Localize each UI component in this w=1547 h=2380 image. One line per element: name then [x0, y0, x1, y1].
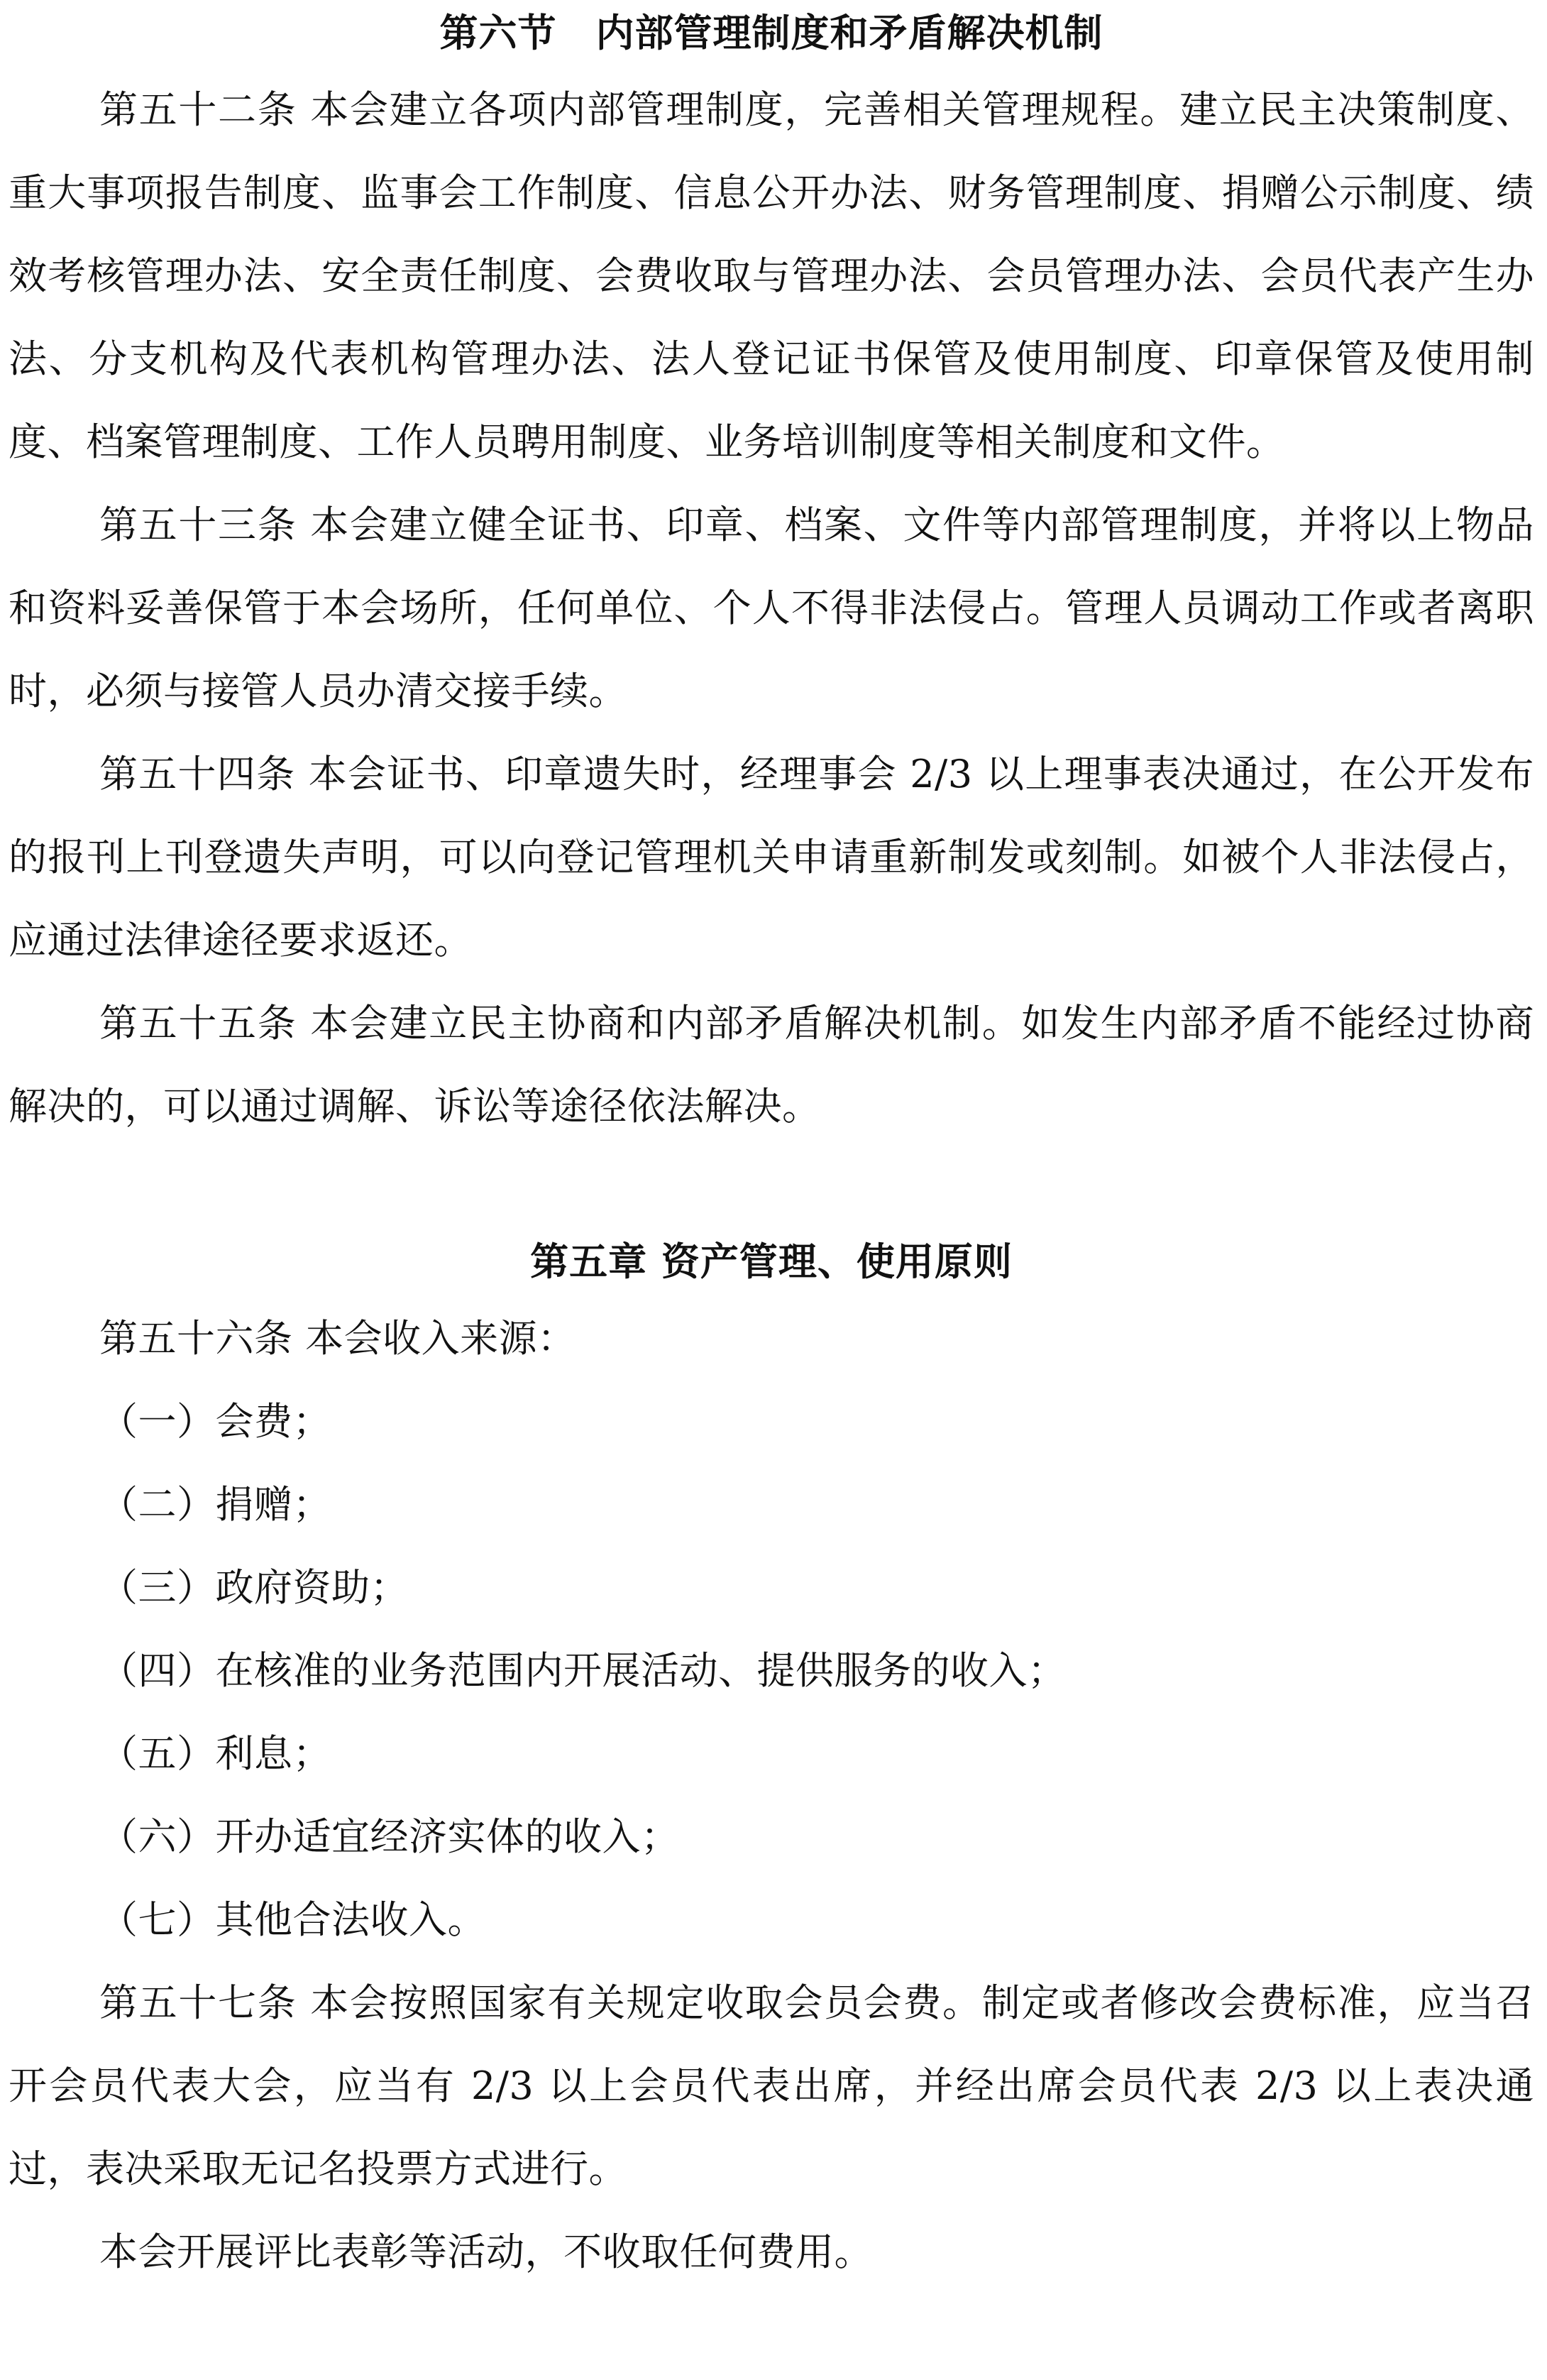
article-53: 第五十三条 本会建立健全证书、印章、档案、文件等内部管理制度，并将以上物品和资料妥善保管于本会场所，任何单位、个人不得非法侵占。管理人员调动工作或者离职时，必须与接管人员办清交接手续。	[9, 503, 1534, 713]
article-52: 第五十二条 本会建立各项内部管理制度，完善相关管理规程。建立民主决策制度、重大事项报告制度、监事会工作制度、信息公开办法、财务管理制度、捐赠公示制度、绩效考核管理办法、安全责任制度、会费收取与管理办法、会员管理办法、会员代表产生办法、分支机构及代表机构管理办法、法人登记证书保管及使用制度、印章保管及使用制度、档案管理制度、工作人员聘用制度、业务培训制度等相关制度和文件。	[9, 87, 1534, 464]
chapter-title: 第五章 资产管理、使用原则	[530, 1239, 1013, 1284]
list-item: （六）开办适宜经济实体的收入；	[99, 1814, 680, 1859]
income-source-list	[9, 1380, 1534, 1961]
list-item: （一）会费；	[99, 1399, 331, 1444]
article-55: 第五十五条 本会建立民主协商和内部矛盾解决机制。如发生内部矛盾不能经过协商解决的，可以通过调解、诉讼等途径依法解决。	[9, 1001, 1534, 1129]
list-item: （二）捐赠；	[99, 1482, 331, 1527]
section-title: 第六节 内部管理制度和矛盾解决机制	[439, 11, 1103, 55]
document-page	[9, 0, 1534, 2380]
article-54: 第五十四条 本会证书、印章遗失时，经理事会 2/3 以上理事表决通过，在公开发布的报刊上刊登遗失声明，可以向登记管理机关申请重新制发或刻制。如被个人非法侵占，应通过法律途径要求返还。	[9, 752, 1534, 963]
list-item: （三）政府资助；	[99, 1565, 409, 1610]
list-item: （四）在核准的业务范围内开展活动、提供服务的收入；	[99, 1648, 1067, 1693]
closing-paragraph: 本会开展评比表彰等活动，不收取任何费用。	[99, 2230, 873, 2274]
article-56-intro: 第五十六条 本会收入来源：	[99, 1316, 576, 1361]
list-item: （七）其他合法收入。	[99, 1897, 486, 1942]
list-item: （五）利息；	[99, 1731, 331, 1776]
article-57: 第五十七条 本会按照国家有关规定收取会员会费。制定或者修改会费标准，应当召开会员代表大会，应当有 2/3 以上会员代表出席，并经出席会员代表 2/3 以上表决通过，表决采取无记名投票方式进行。	[9, 1980, 1534, 2191]
